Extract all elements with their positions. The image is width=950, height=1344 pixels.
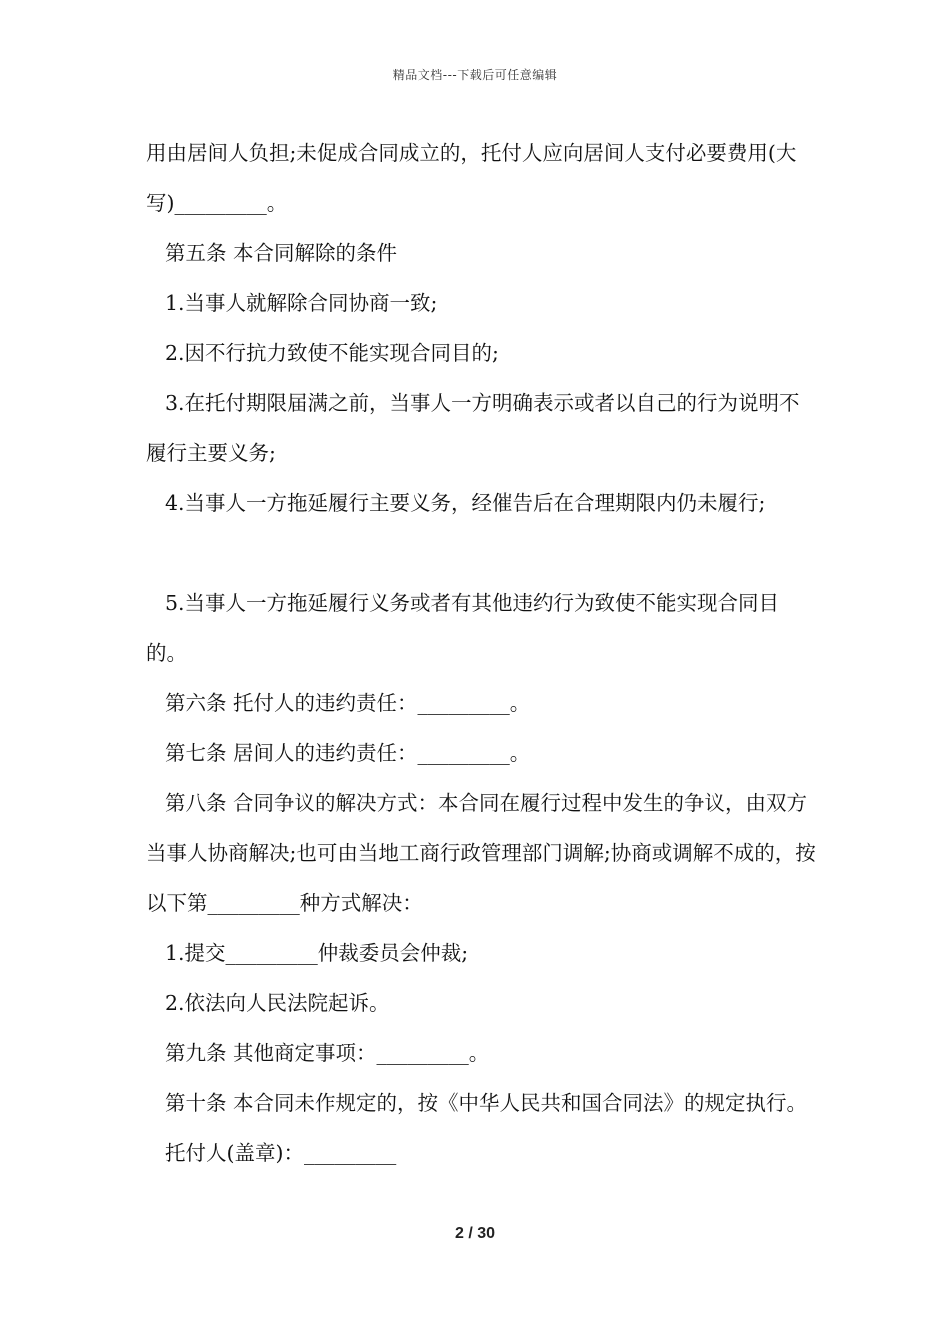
document-body (146, 128, 818, 1178)
article-8-option-2: 2.依法向人民法院起诉。 (165, 991, 390, 1015)
article-5-item-1: 1.当事人就解除合同协商一致; (165, 291, 438, 315)
article-5-item-4: 4.当事人一方拖延履行主要义务，经催告后在合理期限内仍未履行; (165, 491, 766, 515)
article-10: 第十条 本合同未作规定的，按《中华人民共和国合同法》的规定执行。 (165, 1091, 808, 1115)
article-8-option-1: 1.提交_________仲裁委员会仲裁; (165, 941, 469, 965)
page-header: 精品文档---下载后可任意编辑 (392, 68, 558, 82)
article-5-item-5: 5.当事人一方拖延履行义务或者有其他违约行为致使不能实现合同目的。 (146, 591, 780, 665)
article-8: 第八条 合同争议的解决方式：本合同在履行过程中发生的争议，由双方当事人协商解决;也可由当地工商行政管理部门调解;协商或调解不成的，按以下第_________种方式解决： (146, 791, 816, 915)
article-5-item-2: 2.因不行抗力致使不能实现合同目的; (165, 341, 499, 365)
article-9: 第九条 其他商定事项：_________。 (165, 1041, 490, 1065)
blank-line-spacer (146, 528, 818, 578)
article-5-heading: 第五条 本合同解除的条件 (165, 241, 398, 265)
paragraph-fee-continuation: 用由居间人负担;未促成合同成立的，托付人应向居间人支付必要费用(大写)_________。 (146, 141, 797, 215)
article-6: 第六条 托付人的违约责任：_________。 (165, 691, 531, 715)
article-5-item-3: 3.在托付期限届满之前，当事人一方明确表示或者以自己的行为说明不履行主要义务; (146, 391, 800, 465)
article-7: 第七条 居间人的违约责任：_________。 (165, 741, 531, 765)
signature-line-principal: 托付人(盖章)：_________ (165, 1141, 397, 1165)
page-number: 2 / 30 (454, 1225, 496, 1242)
